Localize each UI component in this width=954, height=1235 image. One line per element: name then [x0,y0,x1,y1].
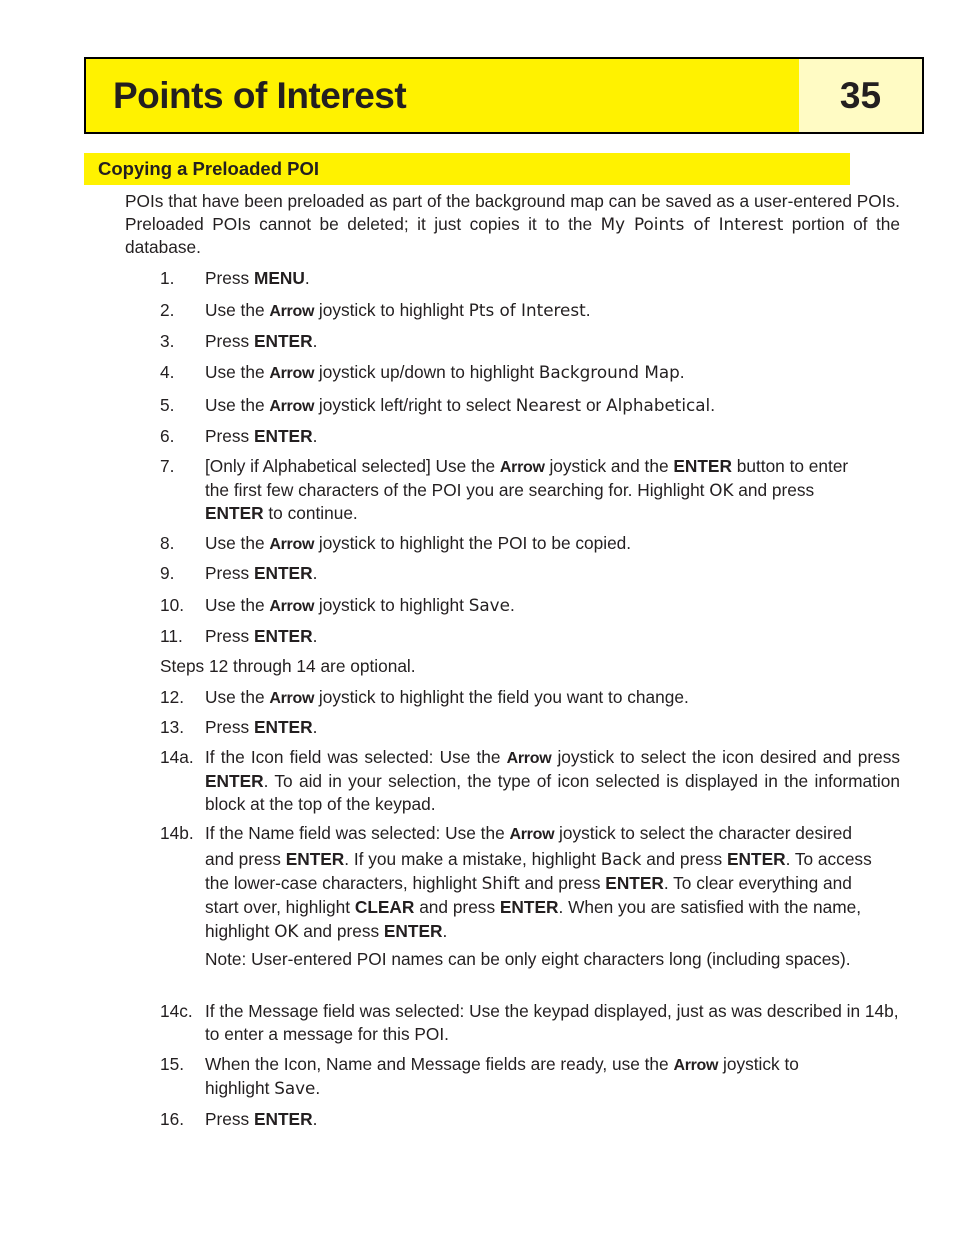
step-1: 1. Press MENU. [160,268,310,288]
step-5: 5. Use the Arrow joystick left/right to select Nearest or Alphabetical. [160,395,716,415]
page-title: Points of Interest [113,75,407,116]
step-14a: 14a. If the Icon field was selected: Use the Arrow joystick to select the icon desired and press ENTER. To aid in your selection, the type of icon selected is displayed in the information block at the top of the keypad. [160,747,900,814]
step-16: 16. Press ENTER. [160,1109,318,1129]
step-3: 3. Press ENTER. [160,331,318,351]
step-12: 12. Use the Arrow joystick to highlight the field you want to change. [160,687,689,707]
step-4: 4. Use the Arrow joystick up/down to highlight Background Map. [160,362,685,382]
step-11: 11. Press ENTER. [160,626,318,646]
intro-paragraph: POIs that have been preloaded as part of the background map can be saved as a user-entered POIs. Preloaded POIs cannot be deleted; it just copies it to the My Points of Interest portion of the database. [125,191,900,257]
section-heading: Copying a Preloaded POI [84,153,850,185]
step-14b: 14b. If the Name field was selected: Use the Arrow joystick to select the character desired and press ENTER. If you make a mistake, highlight Back and press ENTER. To access the lower-case characters, highlight Shift and press ENTER. To clear everything and start over, highlight CLEAR and press ENTER. When you are satisfied with the name, highlight OK and press ENTER. [160,823,872,941]
step-6: 6. Press ENTER. [160,426,318,446]
name-length-note: Note: User-entered POI names can be only eight characters long (including spaces). [205,949,851,969]
step-10: 10. Use the Arrow joystick to highlight Save. [160,595,515,615]
step-7: 7. [Only if Alphabetical selected] Use the Arrow joystick and the ENTER button to enter the first few characters of the POI you are searching for. Highlight OK and press ENTER to continue. [160,456,849,523]
step-14c: 14c. If the Message field was selected: Use the keypad displayed, just as was described in 14b, to enter a message for this POI. [160,1001,899,1044]
step-13: 13. Press ENTER. [160,717,318,737]
optional-steps-note: Steps 12 through 14 are optional. [160,656,416,676]
step-15: 15. When the Icon, Name and Message fields are ready, use the Arrow joystick to highlight Save. [160,1054,799,1098]
step-8: 8. Use the Arrow joystick to highlight the POI to be copied. [160,533,632,553]
step-2: 2. Use the Arrow joystick to highlight Pts of Interest. [160,300,591,320]
page-header [84,57,924,134]
step-9: 9. Press ENTER. [160,563,318,583]
page-number: 35 [799,59,922,132]
